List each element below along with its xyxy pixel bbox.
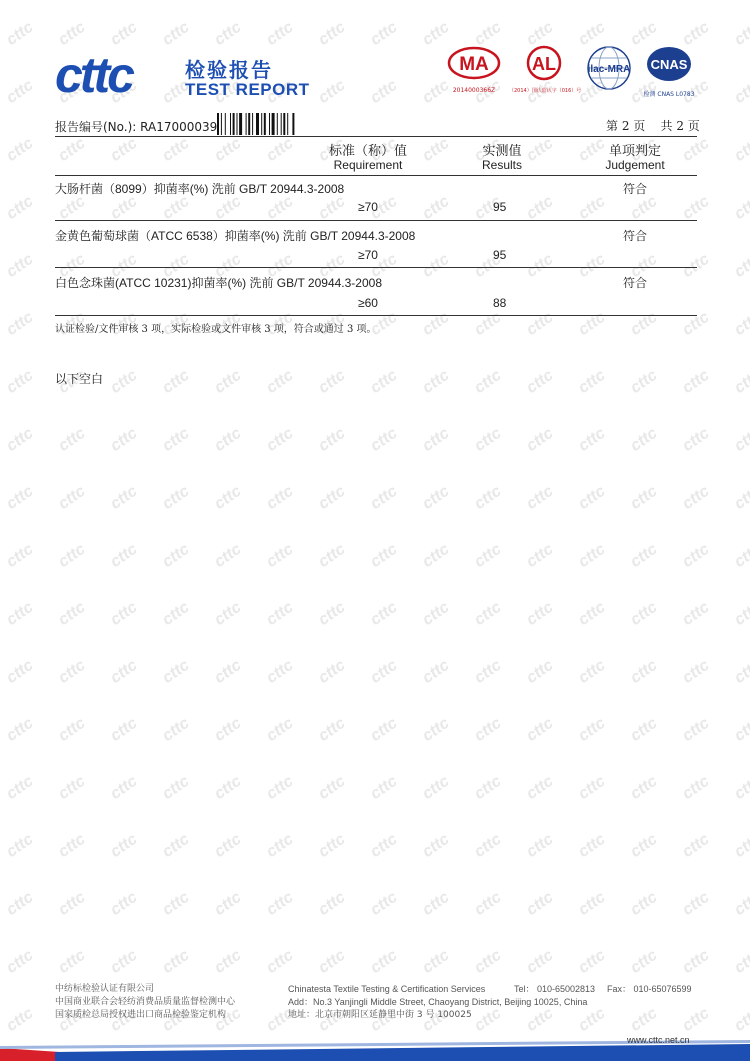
table-row-judgement: 符合 — [623, 276, 648, 290]
table-row-judgement: 符合 — [623, 182, 648, 196]
table-row-item: 金黄色葡萄球菌（ATCC 6538）抑菌率(%) 洗前 GB/T 20944.3-2008 — [55, 229, 416, 243]
footer-address-cn: 地址：北京市朝阳区延静里中街 3 号 100025 — [288, 1010, 472, 1020]
svg-text:ilac-MRA: ilac-MRA — [587, 64, 631, 75]
title-cn: 检验报告 — [185, 58, 273, 82]
table-row-rule — [55, 267, 697, 268]
svg-text:CNAS: CNAS — [650, 57, 688, 72]
requirement-header-en: Requirement — [333, 158, 403, 172]
footer-org-cn — [55, 983, 235, 1022]
barcode — [217, 113, 315, 135]
footer-address-en: Add：No.3 Yanjingli Middle Street, Chaoyang District, Beijing 10025, China — [288, 997, 588, 1007]
table-row-result: 88 — [493, 296, 507, 310]
table-row-judgement: 符合 — [623, 229, 648, 243]
summary-text: 认证检验/文件审核 3 项，实际检验或文件审核 3 项，符合或通过 3 项。 — [55, 324, 377, 335]
table-row-result: 95 — [493, 200, 507, 214]
table-row-requirement: ≥70 — [358, 248, 378, 262]
judgement-header-en: Judgement — [605, 158, 665, 172]
table-row-item: 白色念珠菌(ATCC 10231)抑菌率(%) 洗前 GB/T 20944.3-2008 — [55, 276, 382, 290]
footer-org-line: 国家质检总局授权进出口商品检验鉴定机构 — [55, 1010, 227, 1020]
ma-caption: 2014000366Z — [452, 87, 496, 94]
table-row-rule — [55, 220, 697, 221]
cal-logo — [509, 45, 582, 94]
cnas-icon — [646, 45, 692, 83]
footer-tel: Tel： 010-65002813 — [514, 984, 596, 994]
table-bottom-rule — [55, 315, 697, 316]
cal-caption: （2014）国认监认字（016）号 — [509, 88, 582, 94]
cnas-caption: 检测 CNAS L0783 — [643, 91, 695, 98]
results-header-en: Results — [481, 158, 522, 172]
table-row-result: 95 — [493, 248, 507, 262]
cal-icon — [524, 45, 564, 81]
globe-icon — [586, 45, 632, 91]
end-note: 以下空白 — [55, 372, 104, 386]
results-header-cn: 实测值 — [482, 144, 522, 159]
ma-logo — [444, 45, 504, 94]
table-top-rule — [55, 136, 697, 137]
footer-org-line: 中纺标检验认证有限公司 — [55, 984, 155, 994]
table-row-requirement: ≥70 — [358, 200, 378, 214]
judgement-header-cn: 单项判定 — [608, 144, 661, 159]
footer-org-line: 中国商业联合会轻纺消费品质量监督检测中心 — [55, 997, 236, 1007]
cttc-logo: cttc — [55, 47, 132, 103]
table-row-item: 大肠杆菌（8099）抑菌率(%) 洗前 GB/T 20944.3-2008 — [55, 182, 345, 196]
table-row-requirement: ≥60 — [358, 296, 378, 310]
ma-icon — [446, 45, 502, 81]
svg-text:MA: MA — [459, 54, 489, 75]
page-info: 第 2 页 共 2 页 — [606, 119, 700, 133]
report-number: 报告编号(No.): RA17000039 — [55, 120, 218, 134]
footer-website[interactable]: www.cttc.net.cn — [627, 1035, 690, 1045]
title-en: TEST REPORT — [185, 80, 310, 99]
table-header-rule — [55, 175, 697, 176]
footer-org-en: Chinatesta Textile Testing & Certification Services — [288, 984, 486, 994]
svg-text:AL: AL — [532, 54, 556, 74]
ilac-mra-logo — [584, 45, 634, 95]
requirement-header-cn: 标准（称）值 — [328, 144, 407, 159]
cnas-logo — [638, 45, 700, 98]
footer-fax: Fax： 010-65076599 — [607, 984, 692, 994]
